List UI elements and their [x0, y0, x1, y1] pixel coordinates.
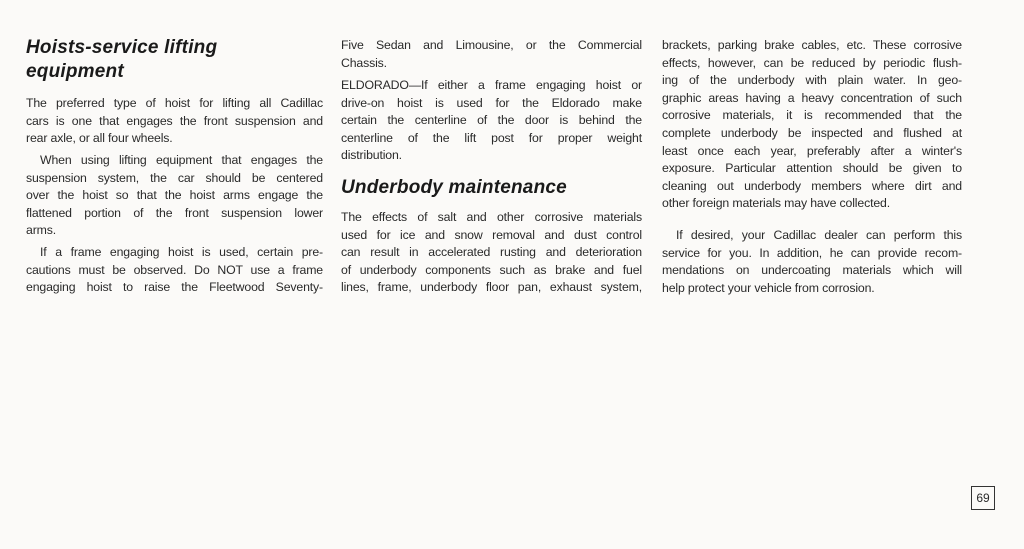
text-line: If a frame engaging hoist is used, certain pre- — [40, 245, 323, 259]
text-line: exposure. Particular attention should be given to — [662, 161, 962, 176]
paragraph — [26, 152, 323, 240]
paragraph — [26, 95, 323, 148]
text-line: Chassis. — [341, 55, 387, 70]
text-line: arms. — [26, 223, 56, 238]
text-line: ELDORADO—If either a frame engaging hoist or — [341, 78, 642, 92]
paragraph — [341, 37, 642, 72]
text-line: least once each year, preferably after a winter's — [662, 143, 962, 158]
text-line: used for ice and snow removal and dust control — [341, 227, 642, 242]
heading-line: Hoists-service lifting — [26, 37, 218, 58]
text-line: The effects of salt and other corrosive materials — [341, 210, 642, 224]
text-line: over the hoist so that the hoist arms engage the — [26, 188, 323, 203]
text-line: rear axle, or all four wheels. — [26, 131, 173, 146]
text-line: Five Sedan and Limousine, or the Commercial — [341, 38, 642, 52]
text-line: engaging hoist to raise the Fleetwood Seventy- — [26, 280, 323, 295]
text-line: other foreign materials may have collected. — [662, 196, 890, 211]
text-line: flattened portion of the front suspension lower — [26, 205, 323, 220]
text-line: centerline of the lift post for proper weight — [341, 130, 642, 145]
text-line: corrosive materials, it is recommended that the — [662, 108, 962, 123]
text-line: ing of the underbody with plain water. In geo- — [662, 73, 962, 88]
text-line: complete underbody be inspected and flushed at — [662, 125, 962, 140]
text-line: cautions must be observed. Do NOT use a frame — [26, 262, 323, 277]
paragraph — [341, 209, 642, 297]
paragraph — [341, 77, 642, 165]
text-line: can result in accelerated rusting and deterioration — [341, 245, 642, 260]
text-line: mendations on undercoating materials which will — [662, 263, 962, 278]
text-line: distribution. — [341, 148, 402, 163]
section-heading-hoists — [26, 36, 323, 84]
text-line: service for you. In addition, he can provide recom- — [662, 245, 962, 260]
page-number: 69 — [971, 486, 995, 510]
text-line: The preferred type of hoist for lifting all Cadillac — [26, 96, 323, 110]
paragraph — [26, 244, 323, 297]
paragraph — [662, 37, 962, 213]
text-line: certain the centerline of the door is behind the — [341, 113, 642, 128]
text-line: help protect your vehicle from corrosion. — [662, 280, 875, 295]
text-line: If desired, your Cadillac dealer can perform this — [676, 228, 962, 242]
text-line: suspension system, the car should be centered — [26, 170, 323, 185]
text-line: graphic areas having a heavy concentration of such — [662, 90, 962, 105]
text-line: brackets, parking brake cables, etc. These corrosive — [662, 38, 962, 52]
text-line: drive-on hoist is used for the Eldorado make — [341, 95, 642, 110]
text-line: effects, however, can be reduced by periodic flush- — [662, 55, 962, 70]
text-line: lines, frame, underbody floor pan, exhaust system, — [341, 280, 642, 295]
text-line: of underbody components such as brake and fuel — [341, 262, 642, 277]
text-line: cleaning out underbody members where dirt and — [662, 178, 962, 193]
heading-line: Underbody maintenance — [341, 177, 567, 198]
text-line: cars is one that engages the front suspension and — [26, 113, 323, 128]
section-heading-underbody — [341, 176, 642, 200]
heading-line: equipment — [26, 61, 124, 82]
paragraph — [662, 227, 962, 297]
text-line: When using lifting equipment that engages the — [40, 153, 323, 167]
